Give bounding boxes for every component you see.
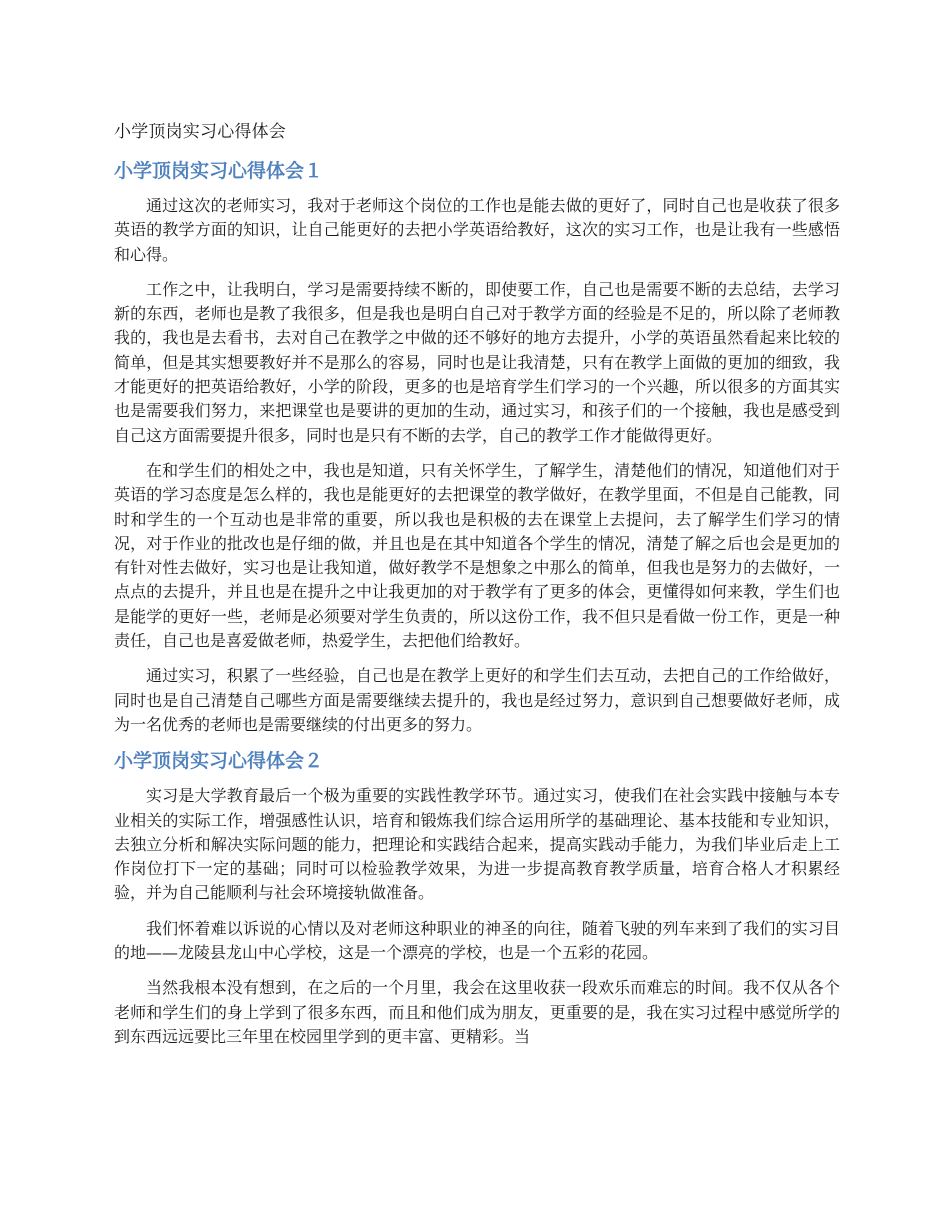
- section-2-paragraph-2: 我们怀着难以诉说的心情以及对老师这种职业的神圣的向往，随着飞驶的列车来到了我们的实习目的地——龙陵县龙山中心学校，这是一个漂亮的学校，也是一个五彩的花园。: [114, 918, 840, 963]
- section-2-paragraph-3: 当然我根本没有想到，在之后的一个月里，我会在这里收获一段欢乐而难忘的时间。我不仅从各个老师和学生们的身上学到了很多东西，而且和他们成为朋友，更重要的是，我在实习过程中感觉所学的到东西远远要比三年里在校园里学到的更丰富、更精彩。当: [114, 978, 840, 1046]
- section-1-paragraph-1: 通过这次的老师实习，我对于老师这个岗位的工作也是能去做的更好了，同时自己也是收获了很多英语的教学方面的知识，让自己能更好的去把小学英语给教好，这次的实习工作，也是让我有一些感悟和心得。: [114, 196, 840, 264]
- section-1-paragraph-4: 通过实习，积累了一些经验，自己也是在教学上更好的和学生们去互动，去把自己的工作给做好，同时也是自己清楚自己哪些方面是需要继续去提升的，我也是经过努力，意识到自己想要做好老师，成为一名优秀的老师也是需要继续的付出更多的努力。: [114, 666, 840, 734]
- section-1-paragraph-2: 工作之中，让我明白，学习是需要持续不断的，即使要工作，自己也是需要不断的去总结，去学习新的东西，老师也是教了我很多，但是我也是明白自己对于教学方面的经验是不足的，所以除了老师教我的，我也是去看书，去对自己在教学之中做的还不够好的地方去提升，小学的英语虽然看起来比较的简单，但是其实想要教好并不是那么的容易，同时也是让我清楚，只有在教学上面做的更加的细致，我才能更好的把英语给教好，小学的阶段，更多的也是培育学生们学习的一个兴趣，所以很多的方面其实也是需要我们努力，来把课堂也是要讲的更加的生动，通过实习，和孩子们的一个接触，我也是感受到自己这方面需要提升很多，同时也是只有不断的去学，自己的教学工作才能做得更好。: [114, 279, 840, 445]
- section-1-paragraph-3: 在和学生们的相处之中，我也是知道，只有关怀学生，了解学生，清楚他们的情况，知道他们对于英语的学习态度是怎么样的，我也是能更好的去把课堂的教学做好，在教学里面，不但是自己能教，同时和学生的一个互动也是非常的重要，所以我也是积极的去在课堂上去提问，去了解学生们学习的情况，对于作业的批改也是仔细的做，并且也是在其中知道各个学生的情况，清楚了解之后也会是更加的有针对性去做好，实习也是让我知道，做好教学不是想象之中那么的简单，但我也是努力的去做好，一点点的去提升，并且也是在提升之中让我更加的对于教学有了更多的体会，更懂得如何来教，学生们也是能学的更好一些，老师是必须要对学生负责的，所以这份工作，我不但只是看做一份工作，更是一种责任，自己也是喜爱做老师，热爱学生，去把他们给教好。: [114, 460, 840, 651]
- section-heading-1: 小学顶岗实习心得体会１: [114, 160, 324, 182]
- document-page: [114, 120, 840, 1060]
- document-title: 小学顶岗实习心得体会: [114, 122, 286, 142]
- section-2-paragraph-1: 实习是大学教育最后一个极为重要的实践性教学环节。通过实习，使我们在社会实践中接触与本专业相关的实际工作，增强感性认识，培育和锻炼我们综合运用所学的基础理论、基本技能和专业知识，去独立分析和解决实际问题的能力，把理论和实践结合起来，提高实践动手能力，为我们毕业后走上工作岗位打下一定的基础；同时可以检验教学效果，为进一步提高教育教学质量，培育合格人才积累经验，并为自己能顺利与社会环境接轨做准备。: [114, 786, 840, 903]
- section-heading-2: 小学顶岗实习心得体会２: [114, 750, 324, 773]
